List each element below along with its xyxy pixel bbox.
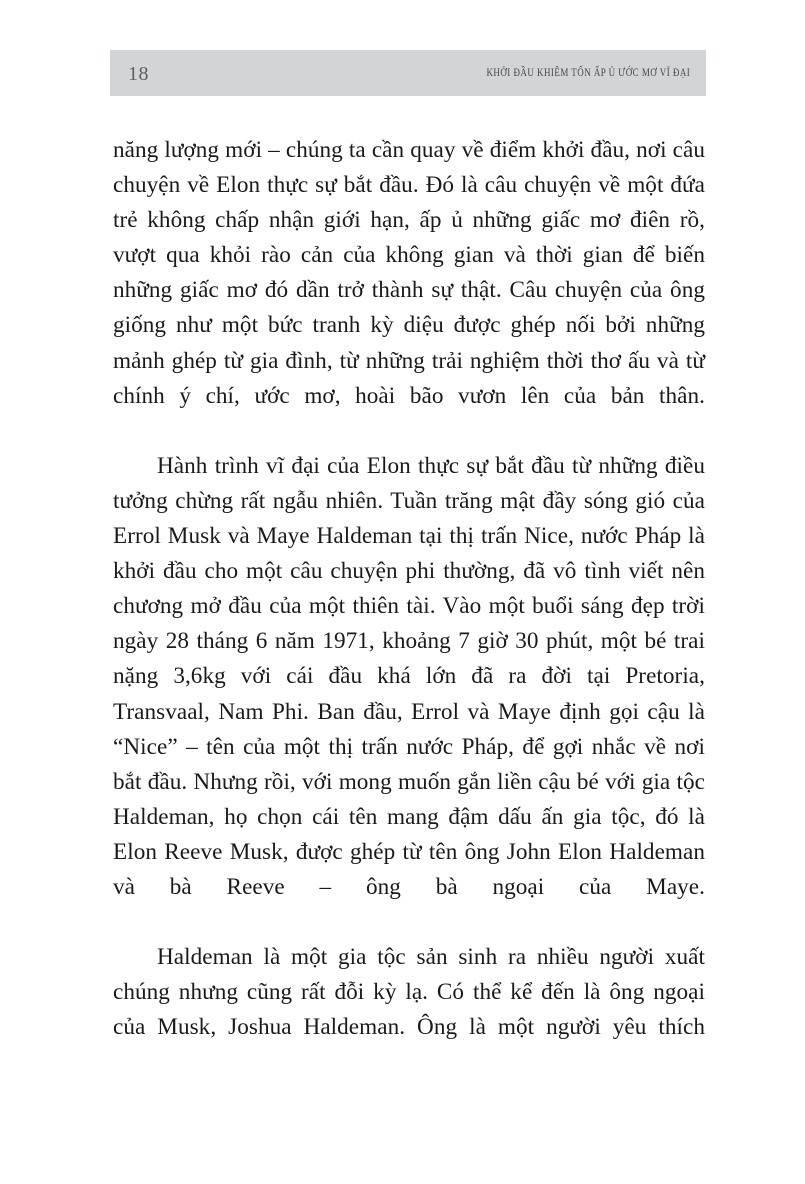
paragraph: năng lượng mới – chúng ta cần quay về điểm khởi đầu, nơi câu chuyện về Elon thực sự bắt đầu. Đó là câu chuyện về một đứa trẻ không chấp nhận giới hạn, ấp ủ những giấc mơ điên rồ, vượt qua khỏi rào cản của không gian và thời gian để biến những giấc mơ đó dần trở thành sự thật. Câu chuyện của ông giống như một bức tranh kỳ diệu được ghép nối bởi những mảnh ghép từ gia đình, từ những trải nghiệm thời thơ ấu và từ chính ý chí, ước mơ, hoài bão vươn lên của bản thân. bbox=[113, 137, 705, 409]
page-number: 18 bbox=[128, 63, 149, 85]
running-head-title: KHỞI ĐẦU KHIÊM TỐN ẤP Ủ ƯỚC MƠ VĨ ĐẠI bbox=[486, 67, 690, 80]
body-text-block bbox=[113, 133, 705, 1081]
paragraph: Hành trình vĩ đại của Elon thực sự bắt đầu từ những điều tưởng chừng rất ngẫu nhiên. Tuần trăng mật đầy sóng gió của Errol Musk và Maye Haldeman tại thị trấn Nice, nước Pháp là khởi đầu cho một câu chuyện phi thường, đã vô tình viết nên chương mở đầu của một thiên tài. Vào một buổi sáng đẹp trời ngày 28 tháng 6 năm 1971, khoảng 7 giờ 30 phút, một bé trai nặng 3,6kg với cái đầu khá lớn đã ra đời tại Pretoria, Transvaal, Nam Phi. Ban đầu, Errol và Maye định gọi cậu là “Nice” – tên của một thị trấn nước Pháp, để gợi nhắc về nơi bắt đầu. Nhưng rồi, với mong muốn gắn liền cậu bé với gia tộc Haldeman, họ chọn cái tên mang đậm dấu ấn gia tộc, đó là Elon Reeve Musk, được ghép từ tên ông John Elon Haldeman và bà Reeve – ông bà ngoại của Maye. bbox=[113, 452, 705, 900]
running-header-band bbox=[110, 50, 706, 96]
paragraph: Haldeman là một gia tộc sản sinh ra nhiều người xuất chúng nhưng cũng rất đỗi kỳ lạ. Có thể kể đến là ông ngoại của Musk, Joshua Haldeman. Ông là một người yêu thích bbox=[113, 944, 705, 1041]
